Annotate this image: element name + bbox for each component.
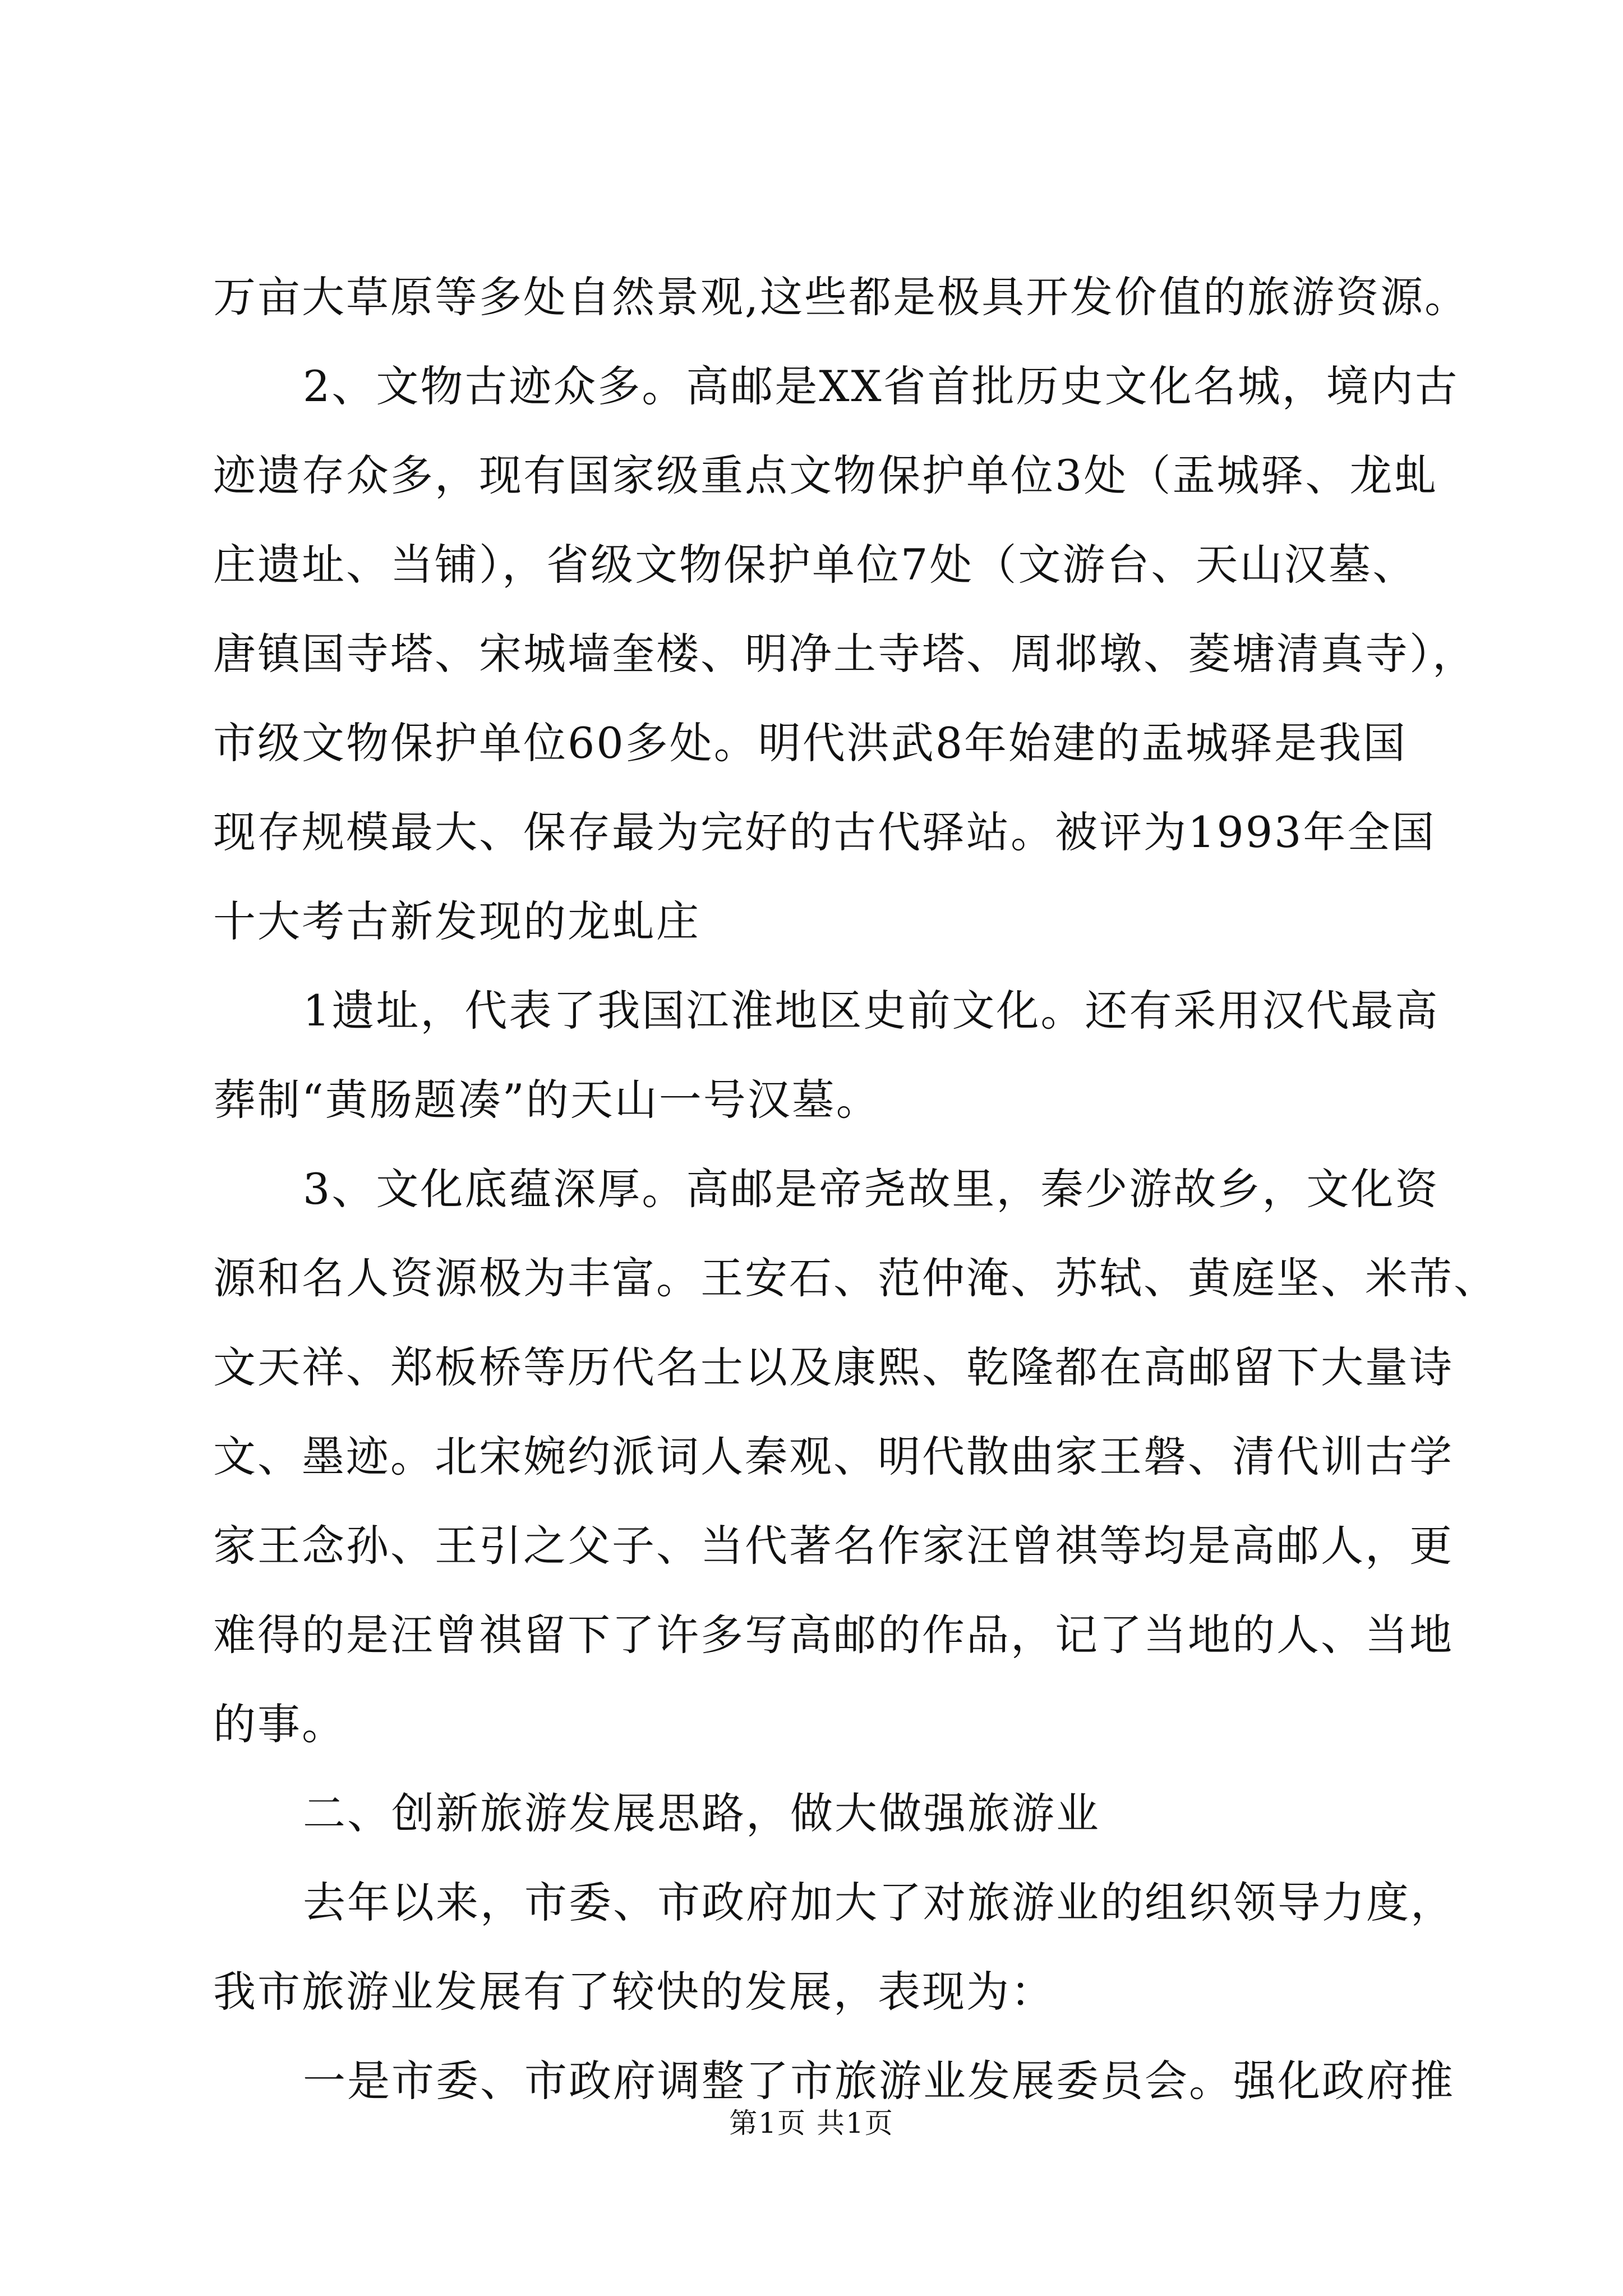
text-line-5: 唐镇国寺塔、宋城墙奎楼、明净土寺塔、周邶墩、菱塘清真寺）， <box>213 629 1477 679</box>
text-line-6: 市级文物保护单位60多处。明代洪武8年始建的盂城驿是我国 <box>213 718 1408 768</box>
document-body <box>213 252 1498 2125</box>
section-heading: 二、创新旅游发展思路，做大做强旅游业 <box>303 1788 1100 1838</box>
text-line-12: 源和名人资源极为丰富。王安石、范仲淹、苏轼、黄庭坚、米芾、 <box>213 1253 1498 1303</box>
text-line-10: 葬制“黄肠题凑”的天山一号汉墓。 <box>213 1075 880 1125</box>
text-line-9: 1遗址，代表了我国江淮地区史前文化。还有采用汉代最高 <box>303 986 1440 1036</box>
text-line-3: 迹遗存众多，现有国家级重点文物保护单位3处（盂城驿、龙虬 <box>213 450 1438 500</box>
text-line-16: 难得的是汪曾祺留下了许多写高邮的作品，记了当地的人、当地 <box>213 1610 1454 1660</box>
text-line-20: 我市旅游业发展有了较快的发展，表现为： <box>213 1967 1055 2017</box>
text-line-11: 3、文化底蕴深厚。高邮是帝尧故里，秦少游故乡，文化资 <box>303 1164 1440 1214</box>
text-line-21: 一是市委、市政府调整了市旅游业发展委员会。强化政府推 <box>303 2056 1455 2106</box>
text-line-8: 十大考古新发现的龙虬庄 <box>213 896 700 946</box>
page-number-footer: 第1页 共1页 <box>729 2107 894 2139</box>
text-line-14: 文、墨迹。北宋婉约派词人秦观、明代散曲家王磐、清代训古学 <box>213 1432 1454 1481</box>
text-line-7: 现存规模最大、保存最为完好的古代驿站。被评为1993年全国 <box>213 807 1436 857</box>
text-line-17: 的事。 <box>213 1699 346 1749</box>
text-line-4: 庄遗址、当铺），省级文物保护单位7处（文游台、天山汉墓、 <box>213 540 1417 590</box>
text-line-15: 家王念孙、王引之父子、当代著名作家汪曾祺等均是高邮人，更 <box>213 1521 1454 1571</box>
text-line-13: 文天祥、郑板桥等历代名士以及康熙、乾隆都在高邮留下大量诗 <box>213 1342 1454 1392</box>
text-line-1: 万亩大草原等多处自然景观,这些都是极具开发价值的旅游资源。 <box>213 272 1469 322</box>
text-line-2: 2、文物古迹众多。高邮是XX省首批历史文化名城，境内古 <box>303 361 1459 411</box>
text-line-19: 去年以来，市委、市政府加大了对旅游业的组织领导力度， <box>303 1878 1455 1927</box>
